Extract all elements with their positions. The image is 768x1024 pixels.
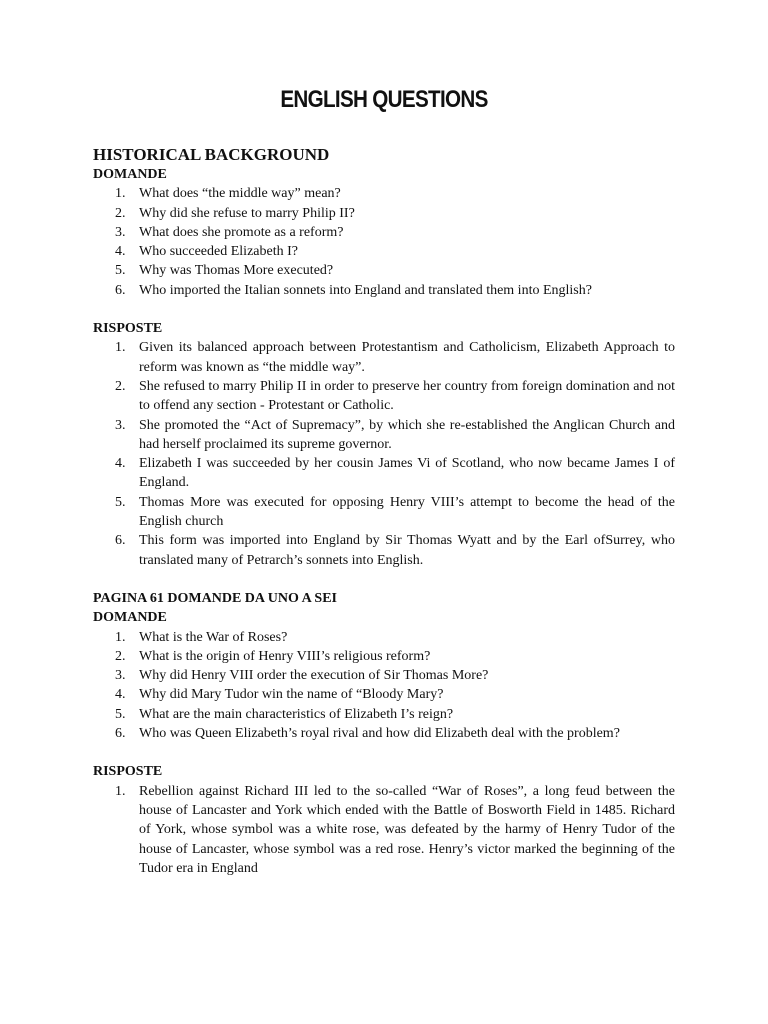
item-number: 4. xyxy=(115,687,126,703)
section-heading-historical-background: HISTORICAL BACKGROUND xyxy=(93,145,330,164)
list-item xyxy=(93,628,675,647)
item-number: 1. xyxy=(115,186,126,202)
document-body xyxy=(93,145,675,878)
list-item xyxy=(93,261,675,280)
question-text: Why did Henry VIII order the execution of Sir Thomas More? xyxy=(139,668,489,684)
list-item xyxy=(93,184,675,203)
item-number: 4. xyxy=(115,244,126,260)
question-text: What is the War of Roses? xyxy=(139,629,288,645)
answer-text: Given its balanced approach between Protestantism and Catholicism, Elizabeth Approach to reform was known as “the middle way”. xyxy=(139,340,675,375)
list-item xyxy=(93,705,675,724)
list-item xyxy=(93,454,675,493)
answers-label: RISPOSTE xyxy=(93,321,163,337)
item-number: 6. xyxy=(115,282,126,298)
question-text: What does she promote as a reform? xyxy=(139,224,344,240)
section-heading-pagina-61: PAGINA 61 DOMANDE DA UNO A SEI xyxy=(93,590,337,606)
list-item xyxy=(93,666,675,685)
list-item xyxy=(93,377,675,416)
list-item xyxy=(93,281,675,300)
answers-label: RISPOSTE xyxy=(93,764,163,780)
questions-label: DOMANDE xyxy=(93,167,167,182)
item-number: 3. xyxy=(115,417,126,433)
question-text: What does “the middle way” mean? xyxy=(139,186,341,202)
item-number: 2. xyxy=(115,648,126,664)
answer-text: Thomas More was executed for opposing Henry VIII’s attempt to become the head of the English church xyxy=(139,494,675,530)
item-number: 4. xyxy=(115,456,126,472)
list-item xyxy=(93,531,675,570)
answer-text: This form was imported into England by Sir Thomas Wyatt and by the Earl ofSurrey, who translated many of Petrarch’s sonnets into English. xyxy=(139,533,675,568)
document-title: ENGLISH QUESTIONS xyxy=(280,86,488,113)
list-item xyxy=(93,223,675,242)
item-number: 1. xyxy=(115,783,126,799)
item-number: 3. xyxy=(115,668,126,684)
list-item xyxy=(93,685,675,704)
list-item xyxy=(93,782,675,878)
answer-text: She refused to marry Philip II in order to preserve her country from foreign domination and not to offend any section - Protestant or Catholic. xyxy=(139,378,675,414)
questions-list-2 xyxy=(93,628,675,744)
question-text: What is the origin of Henry VIII’s religious reform? xyxy=(139,648,431,664)
questions-list-1 xyxy=(93,184,675,300)
questions-label: DOMANDE xyxy=(93,610,167,626)
list-item xyxy=(93,493,675,532)
item-number: 5. xyxy=(115,494,126,510)
question-text: Why did Mary Tudor win the name of “Bloody Mary? xyxy=(139,687,444,703)
item-number: 5. xyxy=(115,706,126,722)
question-text: Who imported the Italian sonnets into England and translated them into English? xyxy=(139,282,592,298)
item-number: 2. xyxy=(115,205,126,221)
item-number: 6. xyxy=(115,726,126,742)
answer-text: Rebellion against Richard III led to the so-called “War of Roses”, a long feud between the house of Lancaster and York which ended with the Battle of Bosworth Field in 1485. Richard of York, whose symbol was a white rose, was defeated by the harmy of Henry Tudor of the house of Lancaster, whose symbol was a red rose. Henry’s victor marked the beginning of the Tudor era in England xyxy=(139,783,675,876)
list-item xyxy=(93,204,675,223)
list-item xyxy=(93,338,675,377)
item-number: 5. xyxy=(115,263,126,279)
question-text: Who was Queen Elizabeth’s royal rival and how did Elizabeth deal with the problem? xyxy=(139,726,620,742)
item-number: 1. xyxy=(115,629,126,645)
question-text: Why was Thomas More executed? xyxy=(139,263,334,279)
list-item xyxy=(93,647,675,666)
question-text: Why did she refuse to marry Philip II? xyxy=(139,205,355,221)
answer-text: Elizabeth I was succeeded by her cousin James Vi of Scotland, who now became James I of England. xyxy=(139,456,675,491)
item-number: 1. xyxy=(115,340,126,356)
item-number: 2. xyxy=(115,378,126,394)
answers-list-2 xyxy=(93,782,675,878)
question-text: Who succeeded Elizabeth I? xyxy=(139,244,298,260)
item-number: 3. xyxy=(115,224,126,240)
list-item xyxy=(93,724,675,743)
answer-text: She promoted the “Act of Supremacy”, by which she re-established the Anglican Church and had herself proclaimed its supreme governor. xyxy=(139,417,675,452)
answers-list-1 xyxy=(93,338,675,570)
question-text: What are the main characteristics of Elizabeth I’s reign? xyxy=(139,706,454,722)
list-item xyxy=(93,242,675,261)
item-number: 6. xyxy=(115,533,126,549)
list-item xyxy=(93,416,675,455)
